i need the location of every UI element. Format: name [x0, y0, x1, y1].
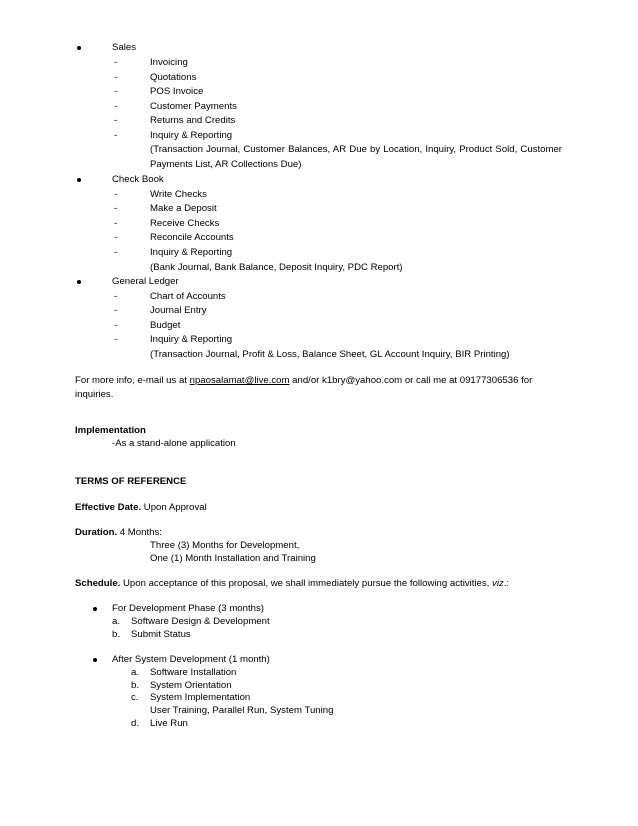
phase-step: System Implementation: [150, 692, 251, 703]
implementation-text: -As a stand-alone application: [112, 438, 236, 449]
email-link[interactable]: npaosalamat@live.com: [189, 375, 290, 386]
dash-marker: -: [114, 291, 118, 302]
module-item: Chart of Accounts: [150, 291, 226, 302]
schedule-label: Schedule.: [75, 578, 121, 589]
module-title-general-ledger: General Ledger: [112, 276, 179, 287]
reporting-detail-general-ledger: (Transaction Journal, Profit & Loss, Balance Sheet, GL Account Inquiry, BIR Printing): [150, 349, 510, 360]
dash-marker: -: [114, 189, 118, 200]
module-title-check-book: Check Book: [112, 174, 164, 185]
schedule-viz: viz: [492, 578, 504, 589]
reporting-detail-sales: (Transaction Journal, Customer Balances, AR Due by Location, Inquiry, Product Sold, Customer Payments List, AR Collections Due): [150, 144, 562, 170]
contact-prefix: For more info, e-mail us at: [75, 375, 190, 386]
duration-detail: Three (3) Months for Development,: [150, 540, 300, 551]
schedule-end: .:: [503, 578, 510, 589]
effective-date-value: Upon Approval: [141, 502, 207, 513]
module-item: Journal Entry: [150, 305, 207, 316]
dash-marker: -: [114, 334, 118, 345]
duration-label: Duration.: [75, 527, 118, 538]
duration-value: 4 Months:: [117, 527, 162, 538]
effective-date-label: Effective Date.: [75, 502, 142, 513]
step-marker: d.: [131, 718, 140, 729]
phase-step-detail: User Training, Parallel Run, System Tuning: [150, 705, 334, 716]
dash-marker: -: [114, 320, 118, 331]
module-item: POS Invoice: [150, 86, 204, 97]
step-marker: b.: [112, 629, 121, 640]
dash-marker: -: [114, 72, 118, 83]
module-item: Quotations: [150, 72, 197, 83]
effective-date-line: [75, 502, 207, 514]
bullet-icon: [93, 607, 97, 611]
reporting-detail-check-book: (Bank Journal, Bank Balance, Deposit Inquiry, PDC Report): [150, 262, 403, 273]
terms-heading: TERMS OF REFERENCE: [75, 476, 187, 487]
dash-marker: -: [114, 305, 118, 316]
bullet-icon: [77, 46, 81, 50]
module-title-sales: Sales: [112, 42, 136, 53]
bullet-icon: [93, 658, 97, 662]
module-item: Receive Checks: [150, 218, 220, 229]
bullet-icon: [77, 280, 81, 284]
dash-marker: -: [114, 57, 118, 68]
phase-step: Submit Status: [131, 629, 191, 640]
module-item: Reconcile Accounts: [150, 232, 234, 243]
dash-marker: -: [114, 232, 118, 243]
dash-marker: -: [114, 247, 118, 258]
module-item: Inquiry & Reporting: [150, 130, 233, 141]
dash-marker: -: [114, 115, 118, 126]
phase-step: Live Run: [150, 718, 188, 729]
phase-step: Software Design & Development: [131, 616, 270, 627]
schedule-line: [75, 578, 509, 590]
step-marker: a.: [112, 616, 121, 627]
duration-detail: One (1) Month Installation and Training: [150, 553, 316, 564]
module-item: Budget: [150, 320, 181, 331]
phase-title: After System Development (1 month): [112, 654, 270, 665]
module-item: Inquiry & Reporting: [150, 247, 233, 258]
module-item: Customer Payments: [150, 101, 237, 112]
module-item: Invoicing: [150, 57, 188, 68]
phase-step: System Orientation: [150, 680, 232, 691]
module-item: Returns and Credits: [150, 115, 236, 126]
dash-marker: -: [114, 130, 118, 141]
bullet-icon: [77, 178, 81, 182]
phase-step: Software Installation: [150, 667, 237, 678]
module-item: Make a Deposit: [150, 203, 217, 214]
schedule-text: Upon acceptance of this proposal, we shall immediately pursue the following activities,: [120, 578, 493, 589]
contact-rest: and/or k1bry@yahoo.com or call me at 09177306536 for inquiries.: [75, 375, 533, 400]
phase-title: For Development Phase (3 months): [112, 603, 264, 614]
dash-marker: -: [114, 203, 118, 214]
duration-line: [75, 527, 162, 539]
dash-marker: -: [114, 218, 118, 229]
step-marker: b.: [131, 680, 140, 691]
dash-marker: -: [114, 86, 118, 97]
module-item: Write Checks: [150, 189, 207, 200]
implementation-heading: Implementation: [75, 425, 146, 436]
step-marker: c.: [131, 692, 139, 703]
module-item: Inquiry & Reporting: [150, 334, 233, 345]
contact-paragraph: [75, 374, 555, 402]
dash-marker: -: [114, 101, 118, 112]
step-marker: a.: [131, 667, 140, 678]
